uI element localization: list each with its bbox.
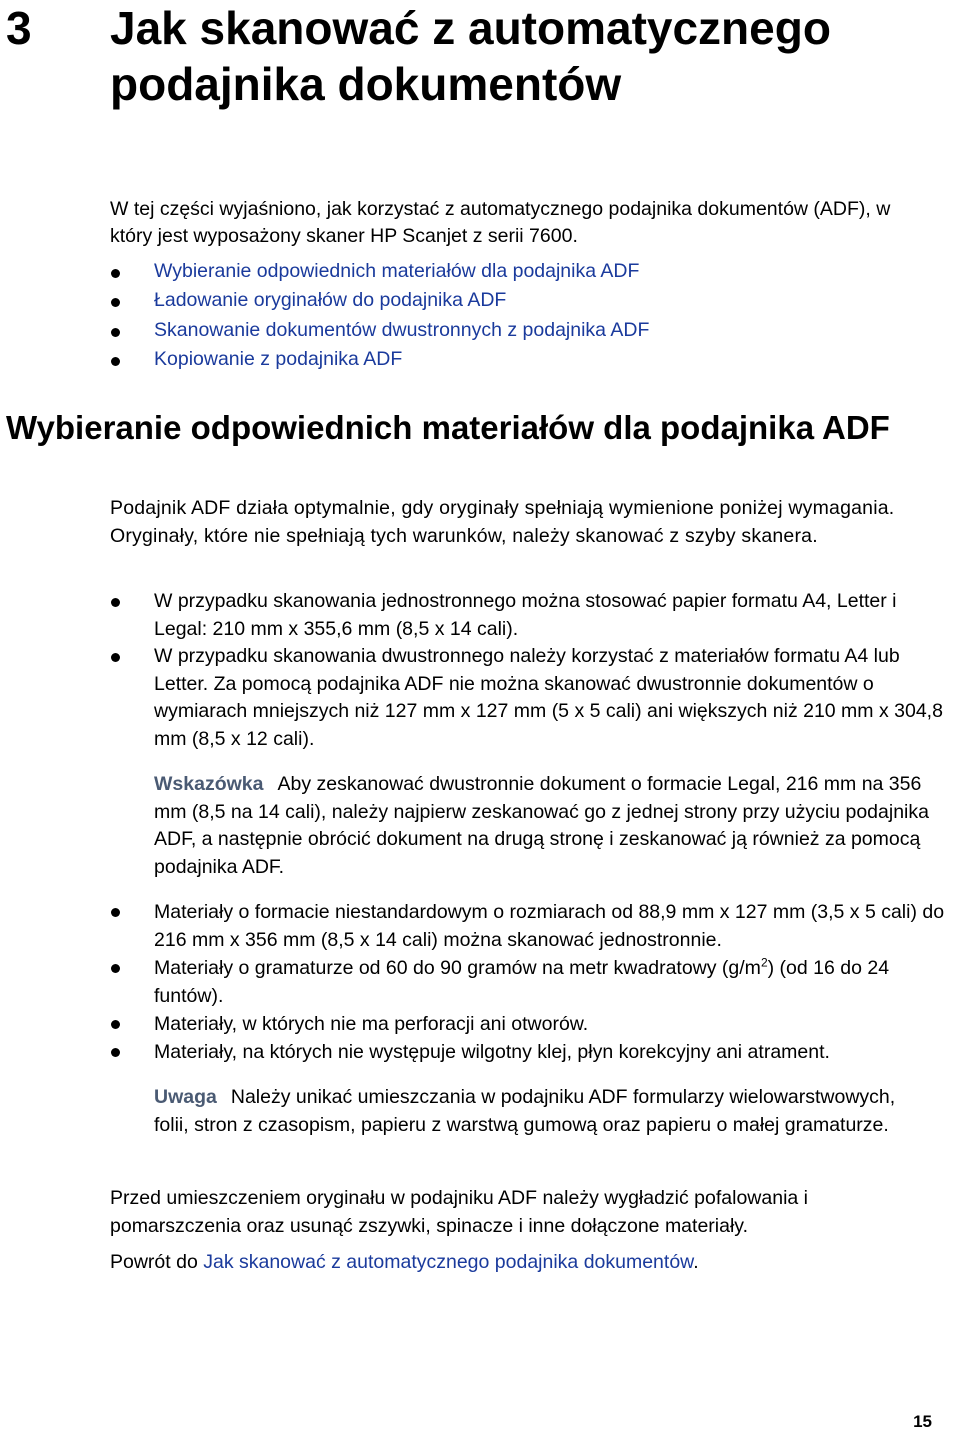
list-item: [110, 316, 910, 345]
bullet-icon: [111, 269, 120, 278]
list-item: [110, 1010, 950, 1038]
requirement-text: W przypadku skanowania dwustronnego należy korzystać z materiałów formatu A4 lub Letter. Za pomocą podajnika ADF nie można skanować dwustronnie dokumentów o wymiarach mniejszych niż 127 mm x 127 mm (5 x 5 cali) ani większych niż 210 mm x 304,8 mm (8,5 x 12 cali).: [154, 645, 943, 750]
list-item: [110, 286, 910, 315]
requirement-text: Materiały o gramaturze od 60 do 90 gramów na metr kwadratowy (g/m: [154, 957, 761, 979]
requirement-text: ) (od 16 do 24 funtów).: [154, 957, 890, 1007]
section-links-list: [110, 257, 910, 374]
back-navigation: [110, 1249, 930, 1277]
note-box: [154, 1084, 914, 1139]
section-intro: Podajnik ADF działa optymalnie, gdy oryginały spełniają wymienione poniżej wymagania. Oryginały, które nie spełniają tych warunków, należy skanować z szyby skanera.: [110, 497, 895, 547]
note-text: Należy unikać umieszczania w podajniku ADF formularzy wielowarstwowych, folii, stron z czasopism, papieru z warstwą gumową oraz papieru o małej gramaturze.: [154, 1086, 896, 1136]
requirement-text: Materiały o formacie niestandardowym o rozmiarach od 88,9 mm x 127 mm (3,5 x 5 cali) do 216 mm x 356 mm (8,5 x 14 cali) można skanować jednostronnie.: [154, 901, 945, 951]
list-item: [110, 898, 950, 954]
intro-paragraph: W tej części wyjaśniono, jak korzystać z automatycznego podajnika dokumentów (ADF), w który jest wyposażony skaner HP Scanjet z serii 7600.: [110, 198, 891, 247]
requirement-text: W przypadku skanowania jednostronnego można stosować papier formatu A4, Letter i Legal: 210 mm x 355,6 mm (8,5 x 14 cali).: [154, 590, 897, 640]
list-item: [110, 588, 950, 643]
back-prefix: Powrót do: [110, 1251, 204, 1273]
superscript: 2: [760, 955, 768, 970]
list-item: [110, 257, 910, 286]
bullet-icon: [111, 908, 120, 917]
bullet-icon: [111, 598, 120, 607]
chapter-title: Jak skanować z automatycznego podajnika dokumentów: [110, 2, 831, 110]
page-number: 15: [913, 1412, 932, 1431]
requirement-text: Materiały, na których nie występuje wilgotny klej, płyn korekcyjny ani atrament.: [154, 1041, 830, 1063]
back-link[interactable]: Jak skanować z automatycznego podajnika dokumentów: [203, 1251, 694, 1273]
requirements-list: [110, 588, 950, 753]
back-suffix: .: [693, 1251, 699, 1273]
chapter-number: 3: [6, 2, 32, 54]
list-item: [110, 345, 910, 374]
bullet-icon: [111, 328, 120, 337]
bullet-icon: [111, 964, 120, 973]
tip-box: [154, 771, 954, 881]
bullet-icon: [111, 1020, 120, 1029]
closing-paragraph: Przed umieszczeniem oryginału w podajniku ADF należy wygładzić pofalowania i pomarszczenia oraz usunąć zszywki, spinacze i inne dołączone materiały.: [110, 1187, 809, 1237]
bullet-icon: [111, 653, 120, 662]
tip-label: Wskazówka: [154, 773, 264, 795]
tip-text: Aby zeskanować dwustronnie dokument o formacie Legal, 216 mm na 356 mm (8,5 na 14 cali), należy najpierw zeskanować go z jednej strony przy użyciu podajnika ADF, a następnie obrócić dokument na drugą stronę i zeskanować ją również za pomocą podajnika ADF.: [154, 773, 929, 878]
link-copying[interactable]: Kopiowanie z podajnika ADF: [154, 347, 403, 370]
link-loading-originals[interactable]: Ładowanie oryginałów do podajnika ADF: [154, 289, 507, 312]
note-label: Uwaga: [154, 1086, 217, 1108]
link-duplex-scanning[interactable]: Skanowanie dokumentów dwustronnych z podajnika ADF: [154, 318, 650, 341]
bullet-icon: [111, 357, 120, 366]
bullet-icon: [111, 1048, 120, 1057]
list-item: [110, 643, 950, 753]
requirement-text: Materiały, w których nie ma perforacji ani otworów.: [154, 1013, 589, 1035]
bullet-icon: [111, 298, 120, 307]
list-item: [110, 954, 950, 1010]
section-heading: Wybieranie odpowiednich materiałów dla podajnika ADF: [6, 409, 890, 446]
media-requirements-list: [110, 898, 950, 1066]
link-choosing-media[interactable]: Wybieranie odpowiednich materiałów dla podajnika ADF: [154, 260, 640, 282]
list-item: [110, 1038, 950, 1066]
